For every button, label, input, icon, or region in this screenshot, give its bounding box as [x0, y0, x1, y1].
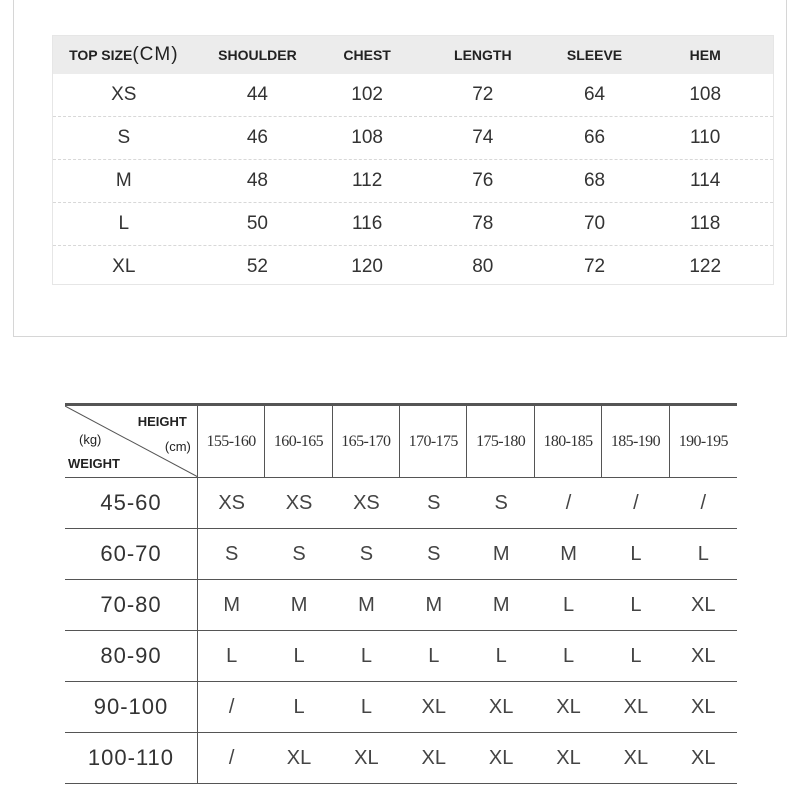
height-range-header: 180-185	[535, 406, 602, 477]
size-cell: L	[630, 542, 642, 565]
fit-corner-cell	[65, 406, 198, 477]
table-row	[53, 117, 773, 160]
table-row	[65, 580, 737, 631]
cell-chest: 120	[351, 256, 383, 277]
height-range-header: 170-175	[400, 406, 467, 477]
table-row	[65, 733, 737, 784]
table-row	[53, 74, 773, 117]
size-cell: XL	[691, 593, 716, 616]
size-cell: M	[223, 593, 240, 616]
size-cell: XS	[285, 491, 313, 514]
size-cell: M	[358, 593, 375, 616]
size-cell: L	[495, 644, 507, 667]
height-header-cells	[198, 406, 737, 477]
cell-length: 78	[472, 213, 494, 234]
size-label: S	[117, 127, 131, 148]
size-cell: XS	[218, 491, 245, 514]
top-size-unit: (CM)	[132, 44, 179, 65]
size-cell: L	[226, 644, 238, 667]
cell-hem: 108	[689, 84, 722, 105]
size-chart-card	[13, 0, 787, 337]
cell-hem: 118	[690, 213, 721, 234]
table-row	[65, 529, 737, 580]
fit-header-row	[65, 406, 737, 478]
weight-range-label: 80-90	[65, 631, 198, 681]
table-row	[65, 478, 737, 529]
cell-length: 74	[472, 127, 494, 148]
size-cell: XL	[691, 746, 716, 769]
size-cell: S	[427, 491, 441, 514]
size-cell: L	[293, 644, 305, 667]
size-cell: XL	[691, 695, 716, 718]
cell-shoulder: 52	[246, 256, 268, 277]
cell-shoulder: 46	[246, 127, 268, 148]
size-cell: L	[562, 593, 575, 616]
cell-sleeve: 72	[583, 256, 606, 277]
corner-kg-label: (kg)	[79, 432, 102, 447]
weight-range-label: 60-70	[65, 529, 198, 579]
col-shoulder: SHOULDER	[218, 47, 297, 63]
size-cell: L	[360, 644, 372, 667]
size-cell: XL	[623, 746, 649, 769]
cell-chest: 116	[351, 213, 383, 234]
cell-shoulder: 48	[246, 170, 268, 191]
cell-hem: 122	[689, 256, 722, 277]
weight-range-label: 45-60	[65, 478, 198, 528]
col-chest: CHEST	[343, 47, 391, 63]
height-range-header: 185-190	[602, 406, 669, 477]
size-cell: XL	[691, 644, 716, 667]
top-size-title: TOP SIZE	[69, 47, 133, 63]
size-label: XL	[112, 256, 136, 277]
size-label: XS	[111, 84, 137, 105]
table-row	[53, 160, 773, 203]
size-label: L	[118, 213, 130, 234]
size-cell: L	[562, 644, 575, 667]
size-cell: XS	[353, 491, 380, 514]
size-cell: S	[494, 491, 508, 514]
top-size-header-row	[53, 36, 773, 74]
cell-hem: 110	[690, 127, 721, 148]
size-cell: L	[697, 542, 709, 565]
cell-sleeve: 64	[583, 84, 606, 105]
size-cell: /	[633, 491, 639, 514]
size-label: M	[115, 170, 132, 191]
size-cell: M	[290, 593, 308, 616]
size-cell: M	[425, 593, 443, 616]
size-cell: L	[360, 695, 372, 718]
cell-chest: 102	[351, 84, 383, 105]
cell-shoulder: 44	[246, 84, 268, 105]
cell-length: 72	[472, 84, 494, 105]
size-cell: L	[293, 695, 305, 718]
cell-hem: 114	[690, 170, 721, 191]
table-row	[65, 631, 737, 682]
size-cell: L	[428, 644, 440, 667]
cell-chest: 108	[351, 127, 383, 148]
size-cell: M	[492, 593, 510, 616]
size-cell: XL	[421, 746, 447, 769]
size-cell: /	[700, 491, 707, 514]
corner-cm-label: (cm)	[164, 439, 191, 454]
cell-length: 80	[472, 256, 494, 277]
size-cell: XL	[354, 746, 379, 769]
weight-range-label: 100-110	[65, 733, 198, 783]
size-cell: XL	[286, 746, 312, 769]
height-range-header: 160-165	[265, 406, 332, 477]
table-row	[65, 682, 737, 733]
top-size-body	[53, 74, 773, 288]
cell-chest: 112	[351, 170, 383, 191]
col-hem: HEM	[689, 47, 721, 63]
size-cell: M	[560, 542, 577, 565]
size-cell: S	[292, 542, 306, 565]
height-range-header: 175-180	[467, 406, 534, 477]
size-cell: XL	[488, 695, 514, 718]
size-cell: XL	[488, 746, 514, 769]
top-size-table	[52, 35, 774, 285]
cell-shoulder: 50	[246, 213, 268, 234]
cell-sleeve: 68	[583, 170, 606, 191]
size-cell: XL	[556, 695, 581, 718]
fit-body	[65, 478, 737, 784]
size-cell: S	[427, 542, 441, 565]
cell-sleeve: 66	[583, 127, 606, 148]
size-cell: S	[224, 542, 239, 565]
height-range-header: 165-170	[333, 406, 400, 477]
cell-length: 76	[472, 170, 494, 191]
size-cell: /	[228, 746, 235, 769]
size-cell: /	[565, 491, 572, 514]
corner-weight-label: WEIGHT	[68, 456, 120, 471]
fit-table	[65, 403, 737, 784]
size-cell: /	[228, 695, 235, 718]
table-row	[53, 203, 773, 246]
corner-height-label: HEIGHT	[137, 414, 187, 429]
size-cell: L	[630, 593, 642, 616]
col-length: LENGTH	[454, 47, 512, 63]
weight-range-label: 70-80	[65, 580, 198, 630]
size-cell: M	[492, 542, 510, 565]
col-sleeve: SLEEVE	[566, 47, 623, 63]
height-range-header: 190-195	[678, 432, 728, 450]
top-size-header-label	[53, 44, 195, 66]
size-cell: S	[359, 542, 374, 565]
size-cell: XL	[623, 695, 649, 718]
height-range-header: 155-160	[198, 406, 265, 477]
size-cell: XL	[421, 695, 447, 718]
size-cell: L	[630, 644, 642, 667]
cell-sleeve: 70	[583, 213, 606, 234]
table-row	[53, 246, 773, 288]
weight-range-label: 90-100	[65, 682, 198, 732]
size-cell: XL	[556, 746, 581, 769]
